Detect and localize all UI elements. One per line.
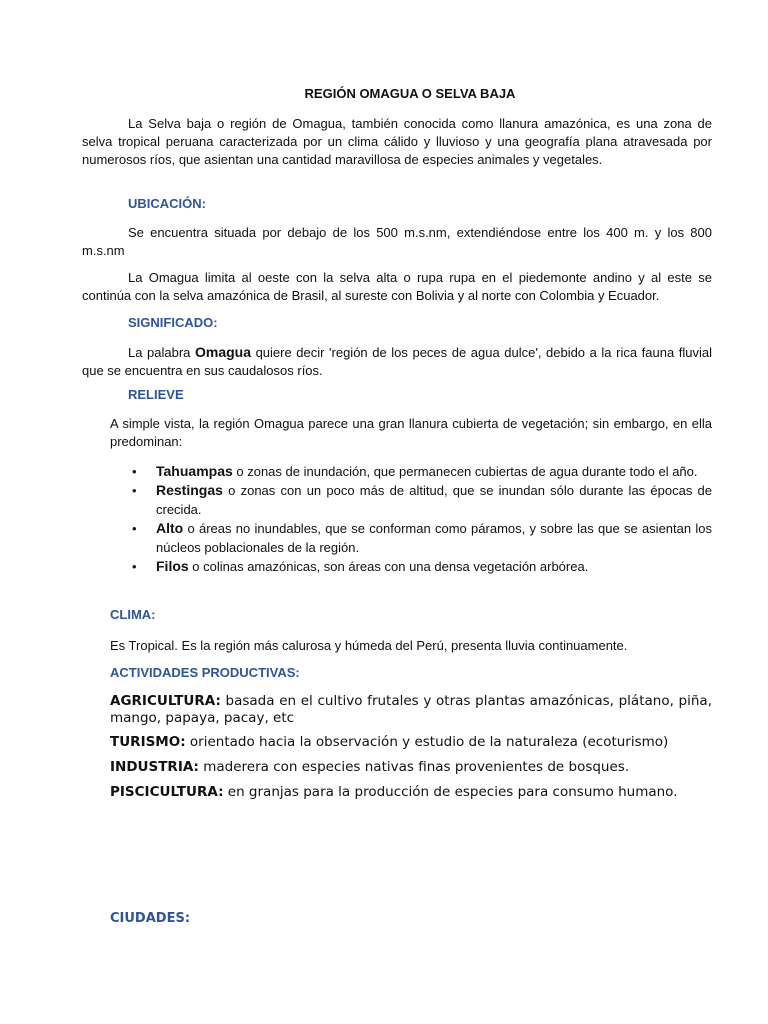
heading-ciudades: CIUDADES: xyxy=(110,911,191,926)
list-item-term: Tahuampas xyxy=(156,463,233,479)
page-title: REGIÓN OMAGUA O SELVA BAJA xyxy=(304,86,516,101)
significado-post: quiere decir 'región de los peces de agua dulce', debido a la rica fauna fluvial que se encuentra en sus caudalosos ríos. xyxy=(82,345,712,378)
actividad-text: en granjas para la producción de especies para consumo humano. xyxy=(223,784,678,800)
bullet-icon: • xyxy=(132,464,137,479)
list-item-term: Restingas xyxy=(156,482,223,498)
list-item-term: Alto xyxy=(156,520,184,536)
significado-word: Omagua xyxy=(194,344,251,360)
bullet-icon: • xyxy=(132,521,137,536)
significado-pre: La palabra xyxy=(128,345,195,360)
heading-significado: SIGNIFICADO: xyxy=(128,315,218,330)
actividad-label: PISCICULTURA: xyxy=(110,784,224,800)
actividad-piscicultura xyxy=(110,784,712,801)
list-item-text: o zonas de inundación, que permanecen cubiertas de agua durante todo el año. xyxy=(232,464,698,479)
actividad-text: maderera con especies nativas finas provenientes de bosques. xyxy=(198,759,630,775)
relieve-lead: A simple vista, la región Omagua parece una gran llanura cubierta de vegetación; sin embargo, en ella predominan: xyxy=(110,416,712,449)
clima-paragraph: Es Tropical. Es la región más calurosa y húmeda del Perú, presenta lluvia continuamente. xyxy=(110,638,628,653)
actividad-label: TURISMO: xyxy=(110,734,186,750)
bullet-icon: • xyxy=(132,559,137,574)
relieve-list xyxy=(110,462,712,576)
heading-clima: CLIMA: xyxy=(110,607,156,622)
ubicacion-paragraph-1: Se encuentra situada por debajo de los 500 m.s.nm, extendiéndose entre los 400 m. y los 800 m.s.nm xyxy=(82,225,712,258)
actividad-text: basada en el cultivo frutales y otras plantas amazónicas, plátano, piña, mango, papaya, pacay, etc xyxy=(110,693,712,726)
heading-ubicacion: UBICACIÓN: xyxy=(128,196,206,211)
intro-paragraph: La Selva baja o región de Omagua, también conocida como llanura amazónica, es una zona de selva tropical peruana caracterizada por un clima cálido y lluvioso y una geografía plana atravesada por numerosos ríos, que asientan una cantidad maravillosa de especies animales y vegetales. xyxy=(82,116,712,167)
significado-paragraph xyxy=(82,343,712,380)
actividad-text: orientado hacia la observación y estudio de la naturaleza (ecoturismo) xyxy=(185,734,669,750)
list-item-text: o áreas no inundables, que se conforman como páramos, y sobre las que se asientan los núcleos poblacionales de la región. xyxy=(156,521,712,555)
list-item-text: o zonas con un poco más de altitud, que se inundan sólo durante las épocas de crecida. xyxy=(156,483,712,517)
list-item-text: o colinas amazónicas, son áreas con una densa vegetación arbórea. xyxy=(188,559,589,574)
list-item xyxy=(110,462,712,481)
bullet-icon: • xyxy=(132,483,137,498)
list-item xyxy=(110,557,712,576)
actividad-label: INDUSTRIA: xyxy=(110,759,199,775)
ubicacion-paragraph-2: La Omagua limita al oeste con la selva alta o rupa rupa en el piedemonte andino y al este se continúa con la selva amazónica de Brasil, al sureste con Bolivia y al norte con Colombia y Ecuador. xyxy=(82,270,712,303)
list-item xyxy=(110,519,712,557)
list-item-term: Filos xyxy=(156,558,189,574)
heading-actividades: ACTIVIDADES PRODUCTIVAS: xyxy=(110,665,300,680)
actividad-agricultura xyxy=(110,693,712,727)
heading-relieve: RELIEVE xyxy=(128,387,184,402)
actividad-industria xyxy=(110,759,712,776)
actividad-turismo xyxy=(110,734,712,751)
actividad-label: AGRICULTURA: xyxy=(110,693,221,709)
list-item xyxy=(110,481,712,519)
